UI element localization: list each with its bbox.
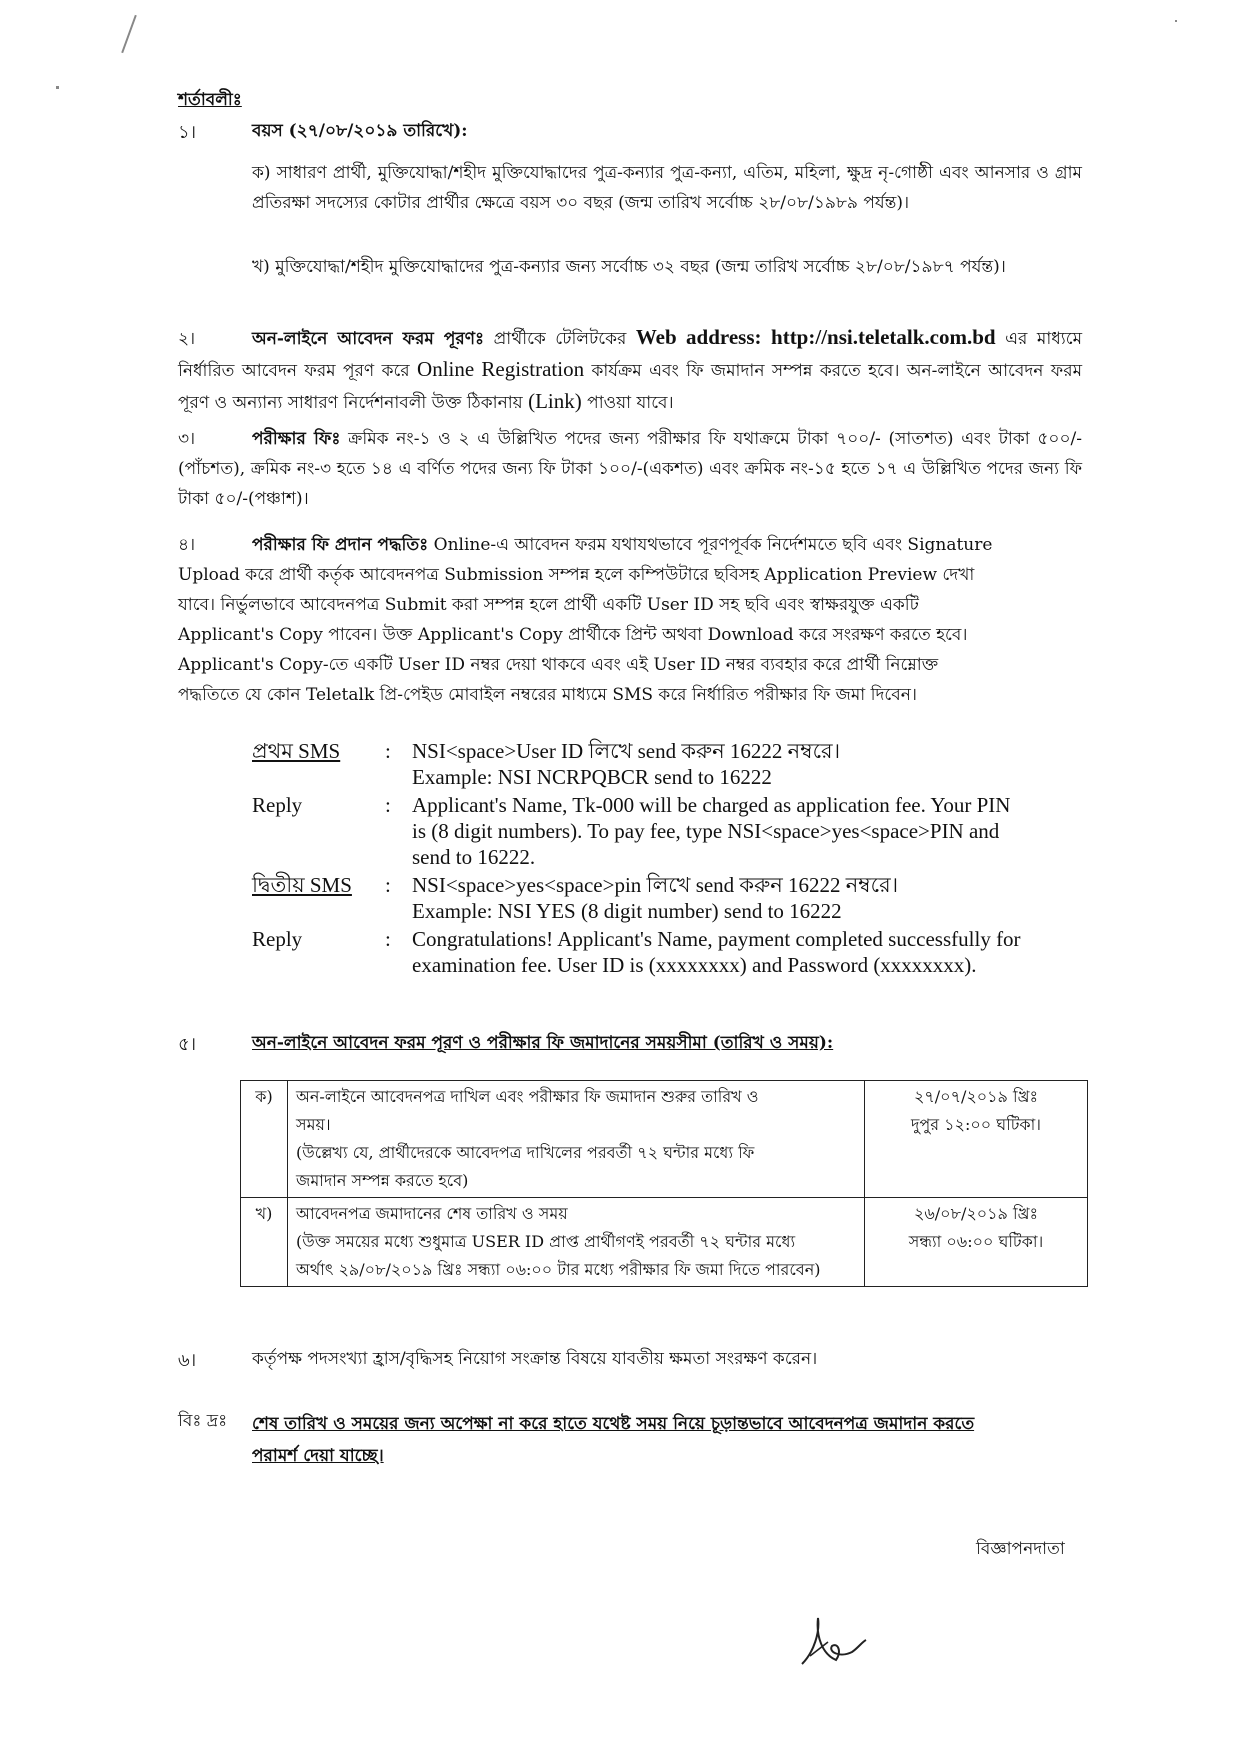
row-desc-line: (উল্লেখ্য যে, প্রার্থীদেরকে আবেদপত্র দাখিলের পরবর্তী ৭২ ঘন্টার মধ্যে ফি <box>296 1143 755 1162</box>
sms-reply-label: Reply <box>252 927 303 951</box>
row-date-line: ২৬/০৮/২০১৯ খ্রিঃ <box>913 1204 1039 1223</box>
conditions-heading: শর্তাবলীঃ <box>178 90 242 110</box>
advertiser-label: বিজ্ঞাপনদাতা <box>976 1539 1065 1559</box>
schedule-table <box>240 1080 1088 1287</box>
web-address-label: Web address: <box>635 325 762 349</box>
item3-title: পরীক্ষার ফিঃ <box>252 429 341 449</box>
row-time-line: দুপুর ১২:০০ ঘটিকা। <box>911 1115 1041 1134</box>
item5-number: ৫। <box>178 1034 197 1055</box>
row-key: ক) <box>241 1081 288 1198</box>
row-date-line: ২৭/০৭/২০১৯ খ্রিঃ <box>913 1087 1039 1106</box>
item1-number: ১। <box>178 122 197 143</box>
item1-clause-a: ক) সাধারণ প্রার্থী, মুক্তিযোদ্ধা/শহীদ মুক্তিযোদ্ধাদের পুত্র-কন্যার পুত্র-কন্যা, এতিম, মহিলা, ক্ষুদ্র নৃ-গোষ্ঠী এবং আনসার ও গ্রাম প্রতিরক্ষা সদস্যের কোটার প্রার্থীর ক্ষেত্রে বয়স ৩০ বছর (জন্ম তারিখ সর্বোচ্চ ২৮/০৮/১৯৮৯ পর্যন্ত)। <box>252 163 1082 213</box>
item2-title: অন-লাইনে আবেদন ফরম পূরণঃ <box>252 329 485 349</box>
sms-reply1-line2: is (8 digit numbers). To pay fee, type NSI<space>yes<space>PIN and <box>412 819 1000 843</box>
item4-line: Applicant's Copy-তে একটি User ID নম্বর দেয়া থাকবে এবং এই User ID নম্বর ব্যবহার করে প্রার্থী নিম্নোক্ত <box>178 655 939 675</box>
sms-colon: : <box>385 927 391 951</box>
item4-line <box>178 530 1082 560</box>
row-date <box>865 1081 1088 1198</box>
signature-image <box>792 1612 872 1672</box>
item2-text: কার্যক্রম এবং ফি জমাদান সম্পন্ন করতে হবে। অন-লাইনে আবেদন ফরম পূরণ ও অন্যান্য সাধারণ নির্দেশনাবলী উক্ত ঠিকানায় <box>178 361 1083 413</box>
item4-line: Applicant's Copy পাবেন। উক্ত Applicant's Copy প্রার্থীকে প্রিন্ট অথবা Download করে সংরক্ষণ করতে হবে। <box>178 625 968 645</box>
sms-reply1-line1: Applicant's Name, Tk-000 will be charged as application fee. Your PIN <box>412 793 1011 817</box>
item2-text: এর মাধ্যমে নির্ধারিত আবেদন ফরম পূরণ করে <box>178 329 1083 381</box>
item1-title: বয়স (২৭/০৮/২০১৯ তারিখে): <box>252 121 468 141</box>
row-description <box>288 1081 865 1198</box>
table-row <box>241 1198 1088 1287</box>
row-desc-line: (উক্ত সময়ের মধ্যে শুধুমাত্র USER ID প্রাপ্ত প্রার্থীগণই পরবর্তী ৭২ ঘন্টার মধ্যে <box>296 1232 796 1251</box>
item4-block <box>178 530 1082 710</box>
item2-number: ২। <box>178 329 196 349</box>
item3-text: ক্রমিক নং-১ ও ২ এ উল্লিখিত পদের জন্য পরীক্ষার ফি যথাক্রমে টাকা ৭০০/- (সাতশত) এবং টাকা ৫০০/- (পাঁচশত), ক্রমিক নং-৩ হতে ১৪ এ বর্ণিত পদের জন্য ফি টাকা ১০০/-(একশত) এবং ক্রমিক নং-১৫ হতে ১৭ এ উল্লিখিত পদের জন্য ফি টাকা ৫০/-(পঞ্চাশ)। <box>178 429 1083 509</box>
item6-text: কর্তৃপক্ষ পদসংখ্যা হ্রাস/বৃদ্ধিসহ নিয়োগ সংক্রান্ত বিষয়ে যাবতীয় ক্ষমতা সংরক্ষণ করেন। <box>252 1349 818 1369</box>
sms-second-label-text: দ্বিতীয় SMS <box>252 873 352 897</box>
sms-reply2-line2: examination fee. User ID is (xxxxxxxx) and Password (xxxxxxxx). <box>412 953 977 977</box>
item4-number: ৪। <box>178 535 196 555</box>
item4-line: পদ্ধতিতে যে কোন Teletalk প্রি-পেইড মোবাইল নম্বরের মাধ্যমে SMS করে নির্ধারিত পরীক্ষার ফি জমা দিবেন। <box>178 685 917 705</box>
online-registration: Online Registration <box>417 357 585 381</box>
sms-first-label <box>252 738 340 764</box>
row-desc-line: অন-লাইনে আবেদনপত্র দাখিল এবং পরীক্ষার ফি জমাদান শুরুর তারিখ ও <box>296 1087 759 1106</box>
sms-reply-label: Reply <box>252 793 303 817</box>
item3-number: ৩। <box>178 429 196 449</box>
row-desc-line: অর্থাৎ ২৯/০৮/২০১৯ খ্রিঃ সন্ধ্যা ০৬:০০ টার মধ্যে পরীক্ষার ফি জমা দিতে পারবেন) <box>296 1260 821 1279</box>
item3-paragraph <box>178 424 1082 514</box>
sms-reply1-line3: send to 16222. <box>412 845 536 869</box>
sms-colon: : <box>385 739 391 763</box>
row-desc-line: জমাদান সম্পন্ন করতে হবে) <box>296 1171 469 1190</box>
note-label: বিঃ দ্রঃ <box>178 1411 228 1431</box>
note-line: পরামর্শ দেয়া যাচ্ছে। <box>252 1446 384 1466</box>
sms-first-example: Example: NSI NCRPQBCR send to 16222 <box>412 765 772 789</box>
item4-line: Upload করে প্রার্থী কর্তৃক আবেদনপত্র Submission সম্পন্ন হলে কম্পিউটারে ছবিসহ Application Preview দেখা <box>178 565 975 585</box>
scan-mark <box>121 15 137 53</box>
item4-line: যাবে। নির্ভুলভাবে আবেদনপত্র Submit করা সম্পন্ন হলে প্রার্থী একটি User ID সহ ছবি এবং স্বাক্ষরযুক্ত একটি <box>178 595 919 615</box>
row-description <box>288 1198 865 1287</box>
scan-speck <box>1175 20 1177 22</box>
sms-second-label <box>252 872 352 898</box>
sms-reply2-line1: Congratulations! Applicant's Name, payment completed successfully for <box>412 927 1021 951</box>
sms-colon: : <box>385 873 391 897</box>
item2-paragraph <box>178 322 1082 418</box>
item4-title: পরীক্ষার ফি প্রদান পদ্ধতিঃ <box>252 535 429 555</box>
link-text: (Link) <box>528 389 582 413</box>
item2-text: পাওয়া যাবে। <box>587 393 674 413</box>
note-line: শেষ তারিখ ও সময়ের জন্য অপেক্ষা না করে হাতে যথেষ্ট সময় নিয়ে চূড়ান্তভাবে আবেদনপত্র জমাদান করতে <box>252 1414 975 1434</box>
item5-title: অন-লাইনে আবেদন ফরম পূরণ ও পরীক্ষার ফি জমাদানের সময়সীমা (তারিখ ও সময়): <box>252 1033 834 1053</box>
table-row <box>241 1081 1088 1198</box>
item1-clause-b: খ) মুক্তিযোদ্ধা/শহীদ মুক্তিযোদ্ধাদের পুত্র-কন্যার জন্য সর্বোচ্চ ৩২ বছর (জন্ম তারিখ সর্বোচ্চ ২৮/০৮/১৯৮৭ পর্যন্ত)। <box>252 257 1006 277</box>
sms-second-text: NSI<space>yes<space>pin লিখে send করুন 16222 নম্বরে। <box>412 873 899 897</box>
item6-number: ৬। <box>178 1350 197 1371</box>
sms-colon: : <box>385 793 391 817</box>
row-time-line: সন্ধ্যা ০৬:০০ ঘটিকা। <box>908 1232 1044 1251</box>
item4-text: Online-এ আবেদন ফরম যথাযথভাবে পূরণপূর্বক নির্দেশমতে ছবি এবং Signature <box>433 535 993 555</box>
row-date <box>865 1198 1088 1287</box>
web-address-link[interactable]: http://nsi.teletalk.com.bd <box>771 325 996 349</box>
item2-text: প্রার্থীকে টেলিটকের <box>493 329 627 349</box>
row-desc-line: সময়। <box>296 1115 331 1134</box>
sms-first-label-text: প্রথম SMS <box>252 739 341 763</box>
row-desc-line: আবেদনপত্র জমাদানের শেষ তারিখ ও সময় <box>296 1204 568 1223</box>
scan-speck <box>56 86 59 89</box>
sms-first-text: NSI<space>User ID লিখে send করুন 16222 নম্বরে। <box>412 739 841 763</box>
note-text <box>252 1408 1092 1472</box>
sms-second-example: Example: NSI YES (8 digit number) send to 16222 <box>412 899 842 923</box>
row-key: খ) <box>241 1198 288 1287</box>
